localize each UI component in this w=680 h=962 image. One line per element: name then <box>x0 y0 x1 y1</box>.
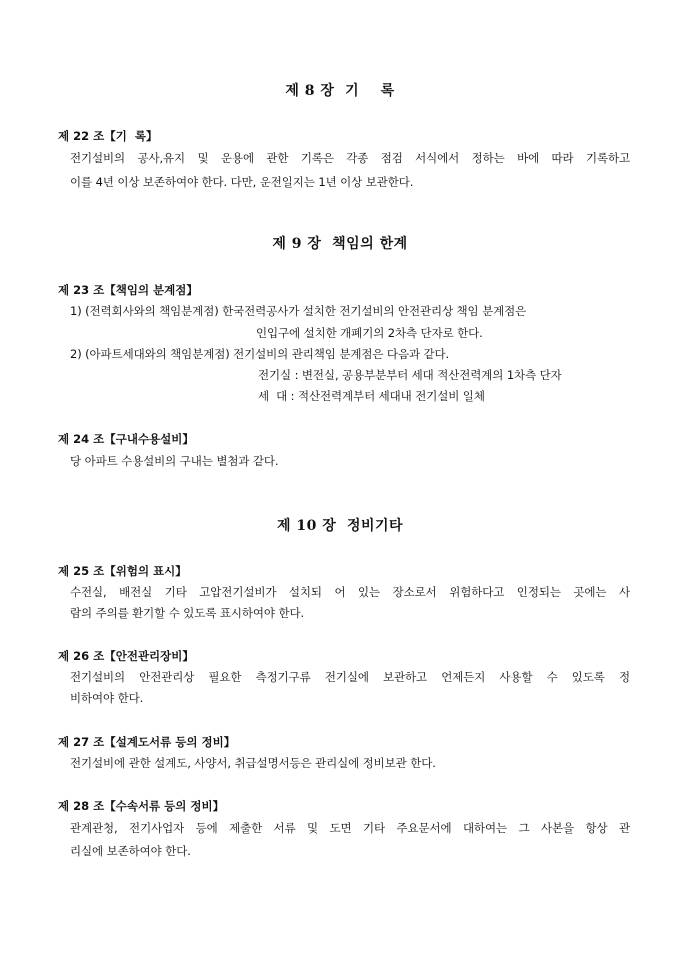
article-heading: 제 24 조【구내수용설비】 <box>58 432 194 446</box>
chapter-title: 제 10 장 정비기타 <box>276 518 404 534</box>
article-text-line: 전기설비의 안전관리상 필요한 측정기구류 전기실에 보관하고 언제든지 사용할 수 있도록 정 <box>70 670 630 684</box>
article-text-line: 리실에 보존하여야 한다. <box>70 844 191 858</box>
article-text-line: 수전실, 배전실 기타 고압전기설비가 설치되 어 있는 장소로서 위험하다고 인정되는 곳에는 사 <box>70 585 630 599</box>
chapter-title: 제 8 장 기 록 <box>285 83 395 99</box>
article-text-line: 이를 4년 이상 보존하여야 한다. 다만, 운전일지는 1년 이상 보관한다. <box>70 175 414 189</box>
article-text-line: 세 대 : 적산전력계부터 세대내 전기설비 일체 <box>258 389 485 403</box>
article-text-line: 전기설비의 공사,유지 및 운용에 관한 기록은 각종 점검 서식에서 정하는 바에 따라 기록하고 <box>70 151 630 165</box>
article-text-line: 2) (아파트세대와의 책임분계점) 전기설비의 관리책임 분계점은 다음과 같다. <box>70 347 450 361</box>
article-text-line: 전기실 : 변전실, 공용부분부터 세대 적산전력계의 1차측 단자 <box>258 368 562 382</box>
article-text-line: 당 아파트 수용설비의 구내는 별첨과 같다. <box>70 454 279 468</box>
article-text-line: 인입구에 설치한 개폐기의 2차측 단자로 한다. <box>256 326 483 340</box>
article-text-line: 관계관청, 전기사업자 등에 제출한 서류 및 도면 기타 주요문서에 대하여는 그 사본을 항상 관 <box>70 821 630 835</box>
article-text-line: 전기설비에 관한 설계도, 사양서, 취급설명서등은 관리실에 정비보관 한다. <box>70 756 436 770</box>
article-text-line: 비하여야 한다. <box>70 691 144 705</box>
article-heading: 제 25 조【위험의 표시】 <box>58 564 187 578</box>
article-heading: 제 22 조【기 록】 <box>58 129 158 143</box>
article-heading: 제 23 조【책임의 분계점】 <box>58 283 198 297</box>
chapter-title: 제 9 장 책임의 한계 <box>272 236 408 252</box>
article-heading: 제 27 조【설계도서류 등의 정비】 <box>58 735 236 749</box>
article-heading: 제 26 조【안전관리장비】 <box>58 649 194 663</box>
article-text-line: 1) (전력회사와의 책임분계점) 한국전력공사가 설치한 전기설비의 안전관리상 책임 분계점은 <box>70 304 527 318</box>
article-heading: 제 28 조【수속서류 등의 정비】 <box>58 799 225 813</box>
article-text-line: 람의 주의를 환기할 수 있도록 표시하여야 한다. <box>70 606 305 620</box>
